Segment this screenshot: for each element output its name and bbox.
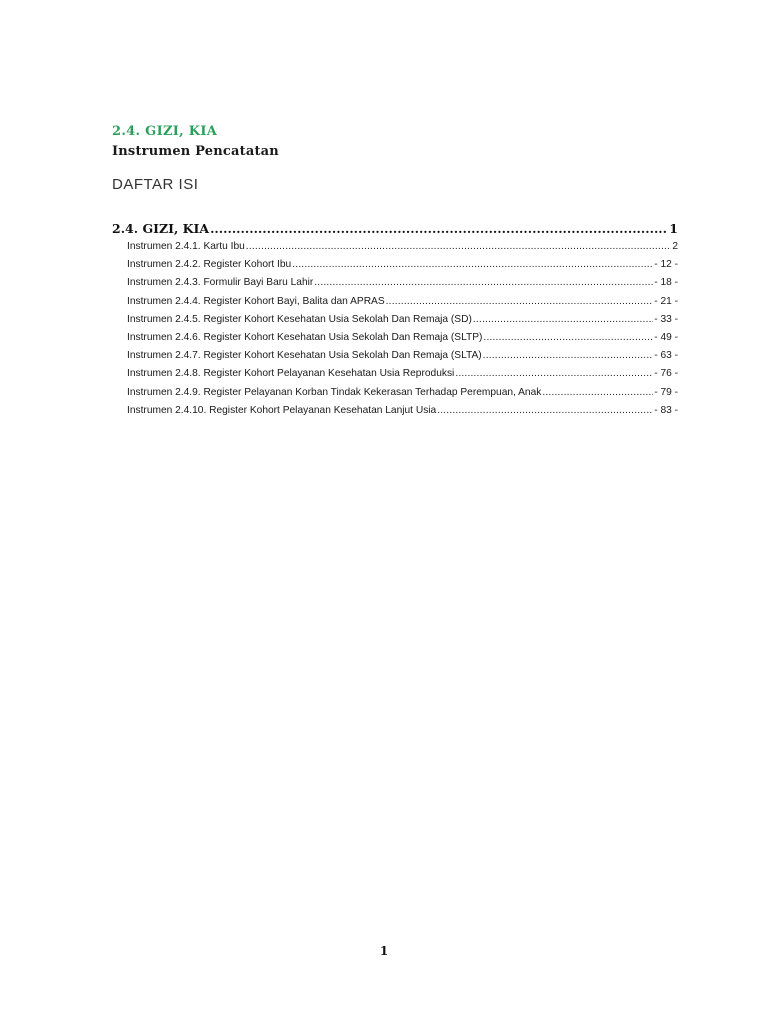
toc-entry-page: - 12 - — [654, 259, 678, 271]
toc-entry-page: - 76 - — [654, 368, 678, 380]
toc-entry-page: - 21 - — [654, 295, 678, 307]
toc-entry-page: - 79 - — [654, 386, 678, 398]
toc-entry-page: - 63 - — [654, 350, 678, 362]
toc-entry-text: Instrumen 2.4.6. Register Kohort Kesehatan Usia Sekolah Dan Remaja (SLTP) — [127, 331, 483, 343]
toc-entry[interactable] — [127, 241, 678, 259]
toc-entry[interactable] — [127, 387, 678, 405]
toc-entry-text: Instrumen 2.4.1. Kartu Ibu — [127, 241, 245, 252]
toc-title: DAFTAR ISI — [112, 176, 199, 193]
toc-entry-page: - 83 - — [654, 404, 678, 416]
toc-leader-dots — [314, 277, 653, 288]
document-subtitle: Instrumen Pencatatan — [112, 144, 279, 159]
toc-entry-text: Instrumen 2.4.2. Register Kohort Ibu — [127, 259, 292, 271]
toc-entry-text: Instrumen 2.4.10. Register Kohort Pelayanan Kesehatan Lanjut Usia — [127, 404, 437, 416]
toc-entry-text: Instrumen 2.4.7. Register Kohort Kesehatan Usia Sekolah Dan Remaja (SLTA) — [127, 350, 482, 362]
toc-entry[interactable] — [127, 277, 678, 295]
toc-leader-dots — [292, 259, 653, 270]
toc-entry[interactable] — [127, 332, 678, 350]
toc-main-entry-text: 2.4. GIZI, KIA — [112, 221, 210, 236]
toc-main-entry-page: 1 — [669, 221, 678, 236]
toc-leader-dots — [386, 296, 654, 307]
toc-entry-text: Instrumen 2.4.9. Register Pelayanan Korban Tindak Kekerasan Terhadap Perempuan, Anak — [127, 386, 542, 398]
toc-leader-dots — [483, 350, 654, 361]
toc-entry-page: 2 — [672, 241, 678, 252]
toc-entry[interactable] — [127, 350, 678, 368]
toc-leader-dots — [246, 241, 672, 252]
toc-leader-dots — [542, 387, 653, 398]
section-heading: 2.4. GIZI, KIA — [112, 124, 218, 139]
toc-entry[interactable] — [127, 259, 678, 277]
toc-entry-text: Instrumen 2.4.3. Formulir Bayi Baru Lahir — [127, 277, 314, 289]
toc-entry[interactable] — [127, 368, 678, 386]
toc-entry-page: - 18 - — [654, 277, 678, 289]
toc-leader-dots — [210, 221, 668, 236]
toc-entry[interactable] — [127, 314, 678, 332]
toc-leader-dots — [483, 332, 653, 343]
toc-leader-dots — [437, 405, 653, 416]
toc-list — [127, 241, 678, 423]
toc-entry-page: - 33 - — [654, 313, 678, 325]
toc-entry[interactable] — [127, 296, 678, 314]
page-number: 1 — [379, 944, 389, 958]
toc-entry[interactable] — [127, 405, 678, 423]
toc-entry-text: Instrumen 2.4.8. Register Kohort Pelayanan Kesehatan Usia Reproduksi — [127, 368, 455, 380]
toc-entry-text: Instrumen 2.4.5. Register Kohort Kesehatan Usia Sekolah Dan Remaja (SD) — [127, 313, 472, 325]
toc-leader-dots — [473, 314, 653, 325]
toc-leader-dots — [455, 368, 653, 379]
toc-entry-page: - 49 - — [654, 331, 678, 343]
toc-main-entry[interactable] — [112, 221, 678, 236]
toc-entry-text: Instrumen 2.4.4. Register Kohort Bayi, Balita dan APRAS — [127, 295, 385, 307]
